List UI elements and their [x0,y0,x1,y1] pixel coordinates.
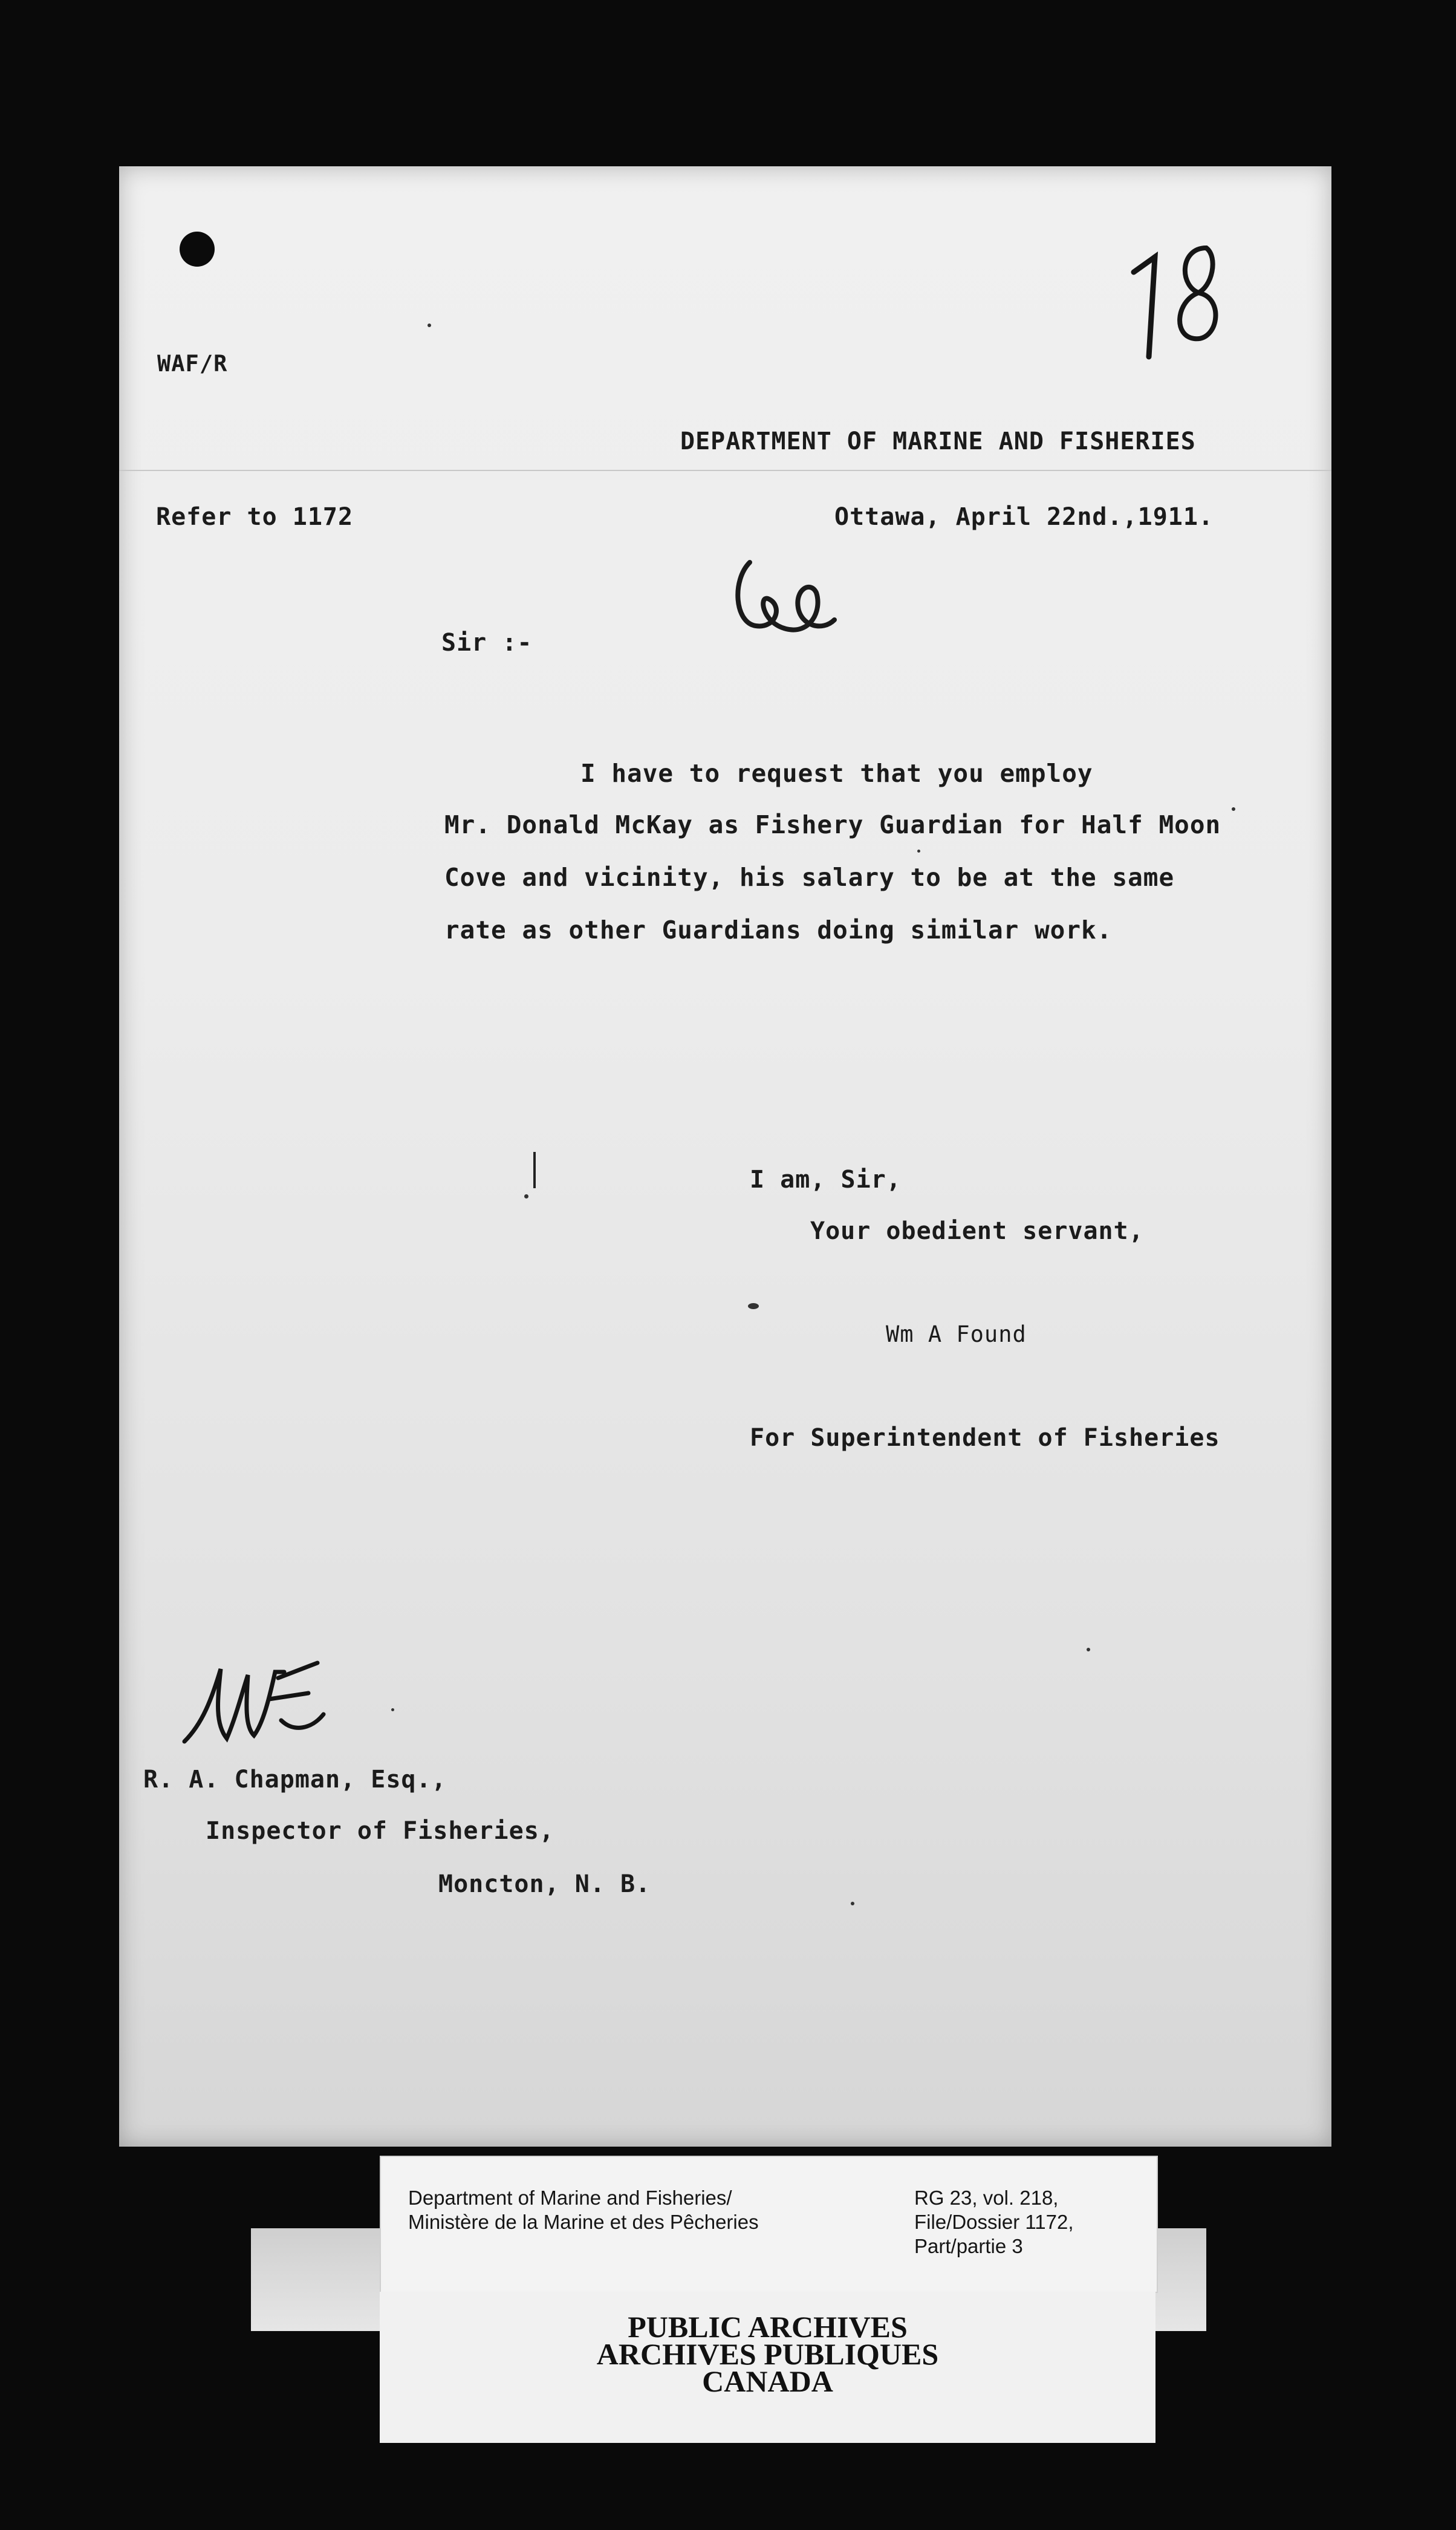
addressee-title: Inspector of Fisheries, [206,1817,554,1845]
label-ref-line-1: RG 23, vol. 218, [914,2187,1059,2209]
place-date: Ottawa, April 22nd.,1911. [834,503,1214,531]
initials: WAF/R [157,351,228,377]
label-ref-line-2: File/Dossier 1172, [914,2211,1074,2233]
addressee-location: Moncton, N. B. [438,1870,651,1898]
addressee-name: R. A. Chapman, Esq., [143,1766,447,1793]
archives-country: CANADA [702,2364,833,2398]
refer-to: Refer to 1172 [156,503,354,531]
handwritten-initials [178,1657,336,1748]
speck [748,1303,759,1309]
speck [427,324,431,327]
speck [1232,807,1235,811]
divider [119,470,1331,471]
speck [917,850,920,853]
signatory-title: For Superintendent of Fisheries [750,1424,1220,1452]
speck [391,1708,394,1711]
archive-reference-label [380,2156,1158,2293]
punch-hole [180,232,215,267]
body-line-4: rate as other Guardians doing similar work. [444,915,1113,945]
label-ref-line-3: Part/partie 3 [914,2235,1023,2257]
salutation: Sir :- [441,629,533,657]
speck [524,1194,528,1198]
department-heading: DEPARTMENT OF MARINE AND FISHERIES [680,428,1196,455]
speck [851,1902,854,1905]
body-line-2: Mr. Donald McKay as Fishery Guardian for Half Moon [444,810,1221,839]
ink-mark [533,1152,536,1188]
body-line-1: I have to request that you employ [580,759,1093,788]
signatory: Wm A Found [886,1321,1027,1347]
handwritten-mark [726,556,840,647]
folio-number [1122,230,1227,363]
archives-fr: ARCHIVES PUBLIQUES [596,2337,939,2371]
letter-page [119,166,1331,2147]
speck [1087,1648,1090,1651]
label-department-fr: Ministère de la Marine et des Pêcheries [408,2211,759,2233]
label-department-en: Department of Marine and Fisheries/ [408,2187,732,2209]
closing-line-1: I am, Sir, [750,1166,902,1194]
closing-line-2: Your obedient servant, [810,1217,1144,1245]
public-archives-stamp [380,2292,1155,2443]
body-line-3: Cove and vicinity, his salary to be at the same [444,863,1175,892]
archives-en: PUBLIC ARCHIVES [628,2310,908,2344]
